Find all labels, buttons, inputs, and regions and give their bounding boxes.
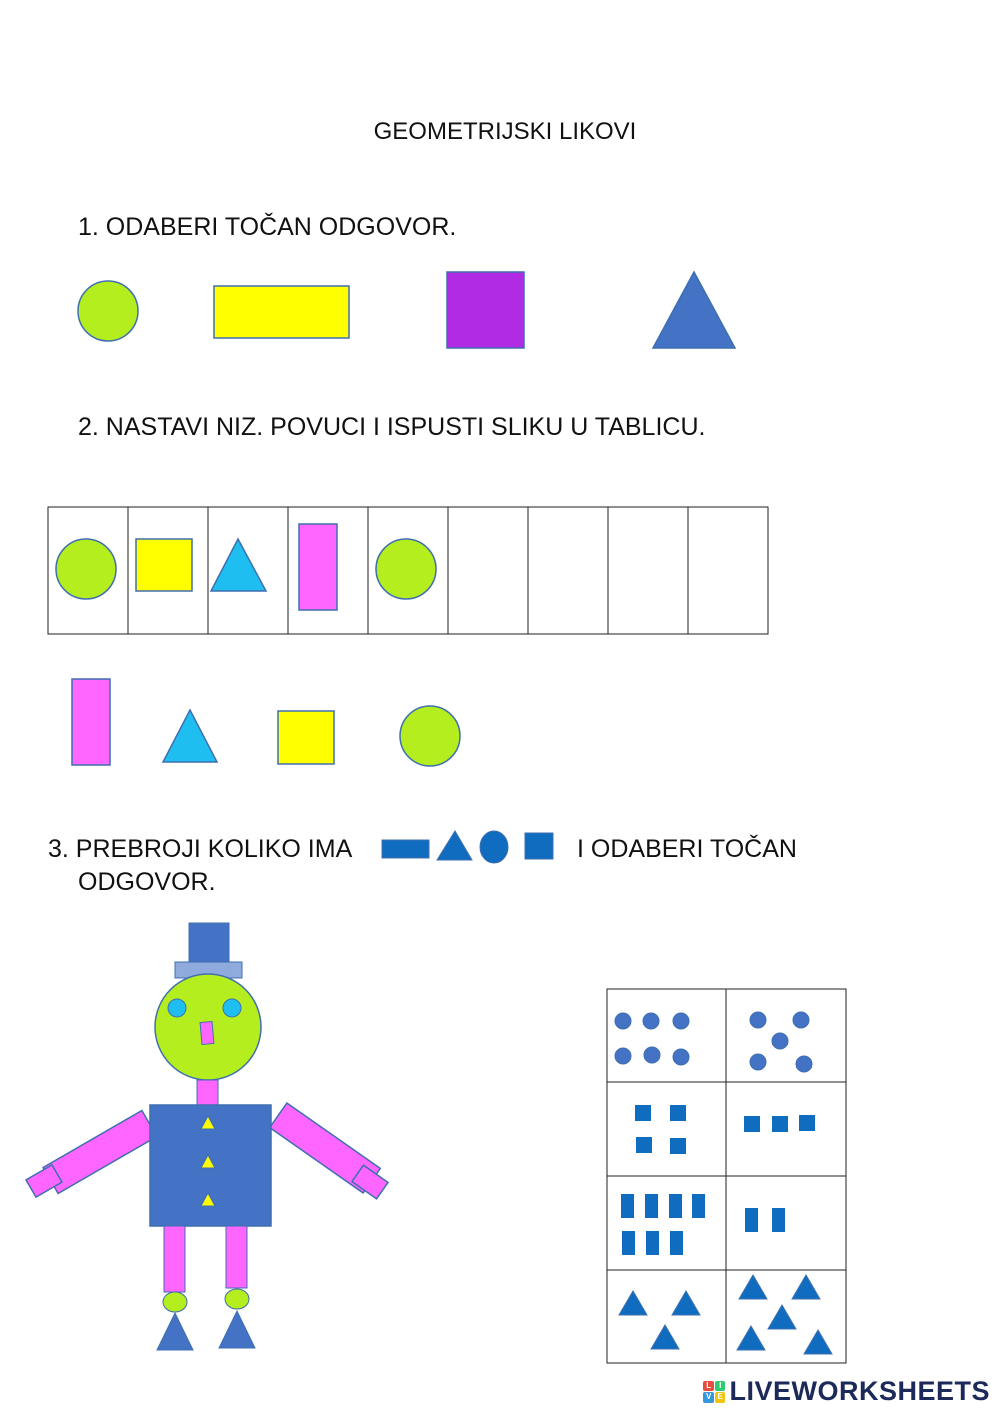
answer-cell[interactable] — [727, 990, 845, 1081]
task-1-text: 1. ODABERI TOČAN ODGOVOR. — [78, 213, 457, 241]
square-icon — [525, 833, 553, 859]
rectangle-option[interactable] — [214, 286, 349, 338]
robot-left-leg — [164, 1226, 185, 1292]
rectangle-icon — [382, 840, 429, 858]
robot-right-leg — [226, 1226, 247, 1288]
answer-cell[interactable] — [608, 1083, 725, 1175]
answer-cell[interactable] — [608, 1271, 725, 1362]
robot-left-foot — [157, 1313, 193, 1350]
drop-slot[interactable] — [449, 508, 527, 633]
answer-grid — [607, 989, 846, 1363]
drop-slot[interactable] — [529, 508, 607, 633]
circle-icon — [480, 831, 508, 863]
task3-shape-icons — [382, 831, 553, 863]
triangle-icon — [437, 831, 472, 860]
circle-option[interactable] — [78, 281, 138, 341]
answer-cell[interactable] — [727, 1177, 845, 1269]
draggable-circle[interactable] — [400, 706, 460, 766]
liveworksheets-logo — [703, 1376, 990, 1407]
draggable-rectangle[interactable] — [72, 679, 110, 765]
robot-left-knee — [163, 1292, 187, 1312]
task-3-text: 3. PREBROJI KOLIKO IMA — [48, 835, 353, 863]
robot-neck — [197, 1080, 218, 1106]
answer-cell[interactable] — [608, 1177, 725, 1269]
robot-figure — [26, 923, 388, 1350]
sequence-triangle — [211, 539, 266, 591]
answer-cell[interactable] — [727, 1083, 845, 1175]
answer-cell[interactable] — [608, 990, 725, 1081]
robot-eye-left — [168, 999, 186, 1017]
draggable-square[interactable] — [278, 711, 334, 764]
drop-slot[interactable] — [609, 508, 687, 633]
liveworksheets-mark-icon: L I V E — [703, 1381, 725, 1403]
hat-top — [189, 923, 229, 963]
answer-cell[interactable] — [727, 1271, 845, 1362]
robot-eye-right — [223, 999, 241, 1017]
sequence-table — [48, 507, 768, 634]
square-option[interactable] — [447, 272, 524, 348]
task-3-text-continued: I ODABERI TOČAN — [577, 835, 797, 863]
sequence-circle — [376, 539, 436, 599]
task-2-text: 2. NASTAVI NIZ. POVUCI I ISPUSTI SLIKU U TABLICU. — [78, 413, 706, 441]
draggable-triangle[interactable] — [163, 710, 217, 762]
drag-options — [72, 679, 460, 766]
robot-right-foot — [219, 1311, 255, 1348]
sequence-rectangle — [299, 524, 337, 610]
liveworksheets-text: LIVEWORKSHEETS — [729, 1376, 990, 1406]
task-3-text-line2: ODGOVOR. — [78, 868, 216, 896]
sequence-circle — [56, 539, 116, 599]
triangle-option[interactable] — [653, 272, 735, 348]
robot-right-knee — [225, 1289, 249, 1309]
robot-mouth — [200, 1022, 214, 1045]
task1-options — [78, 272, 735, 348]
drop-slot[interactable] — [689, 508, 767, 633]
sequence-square — [136, 539, 192, 591]
worksheet-title: GEOMETRIJSKI LIKOVI — [373, 118, 637, 145]
